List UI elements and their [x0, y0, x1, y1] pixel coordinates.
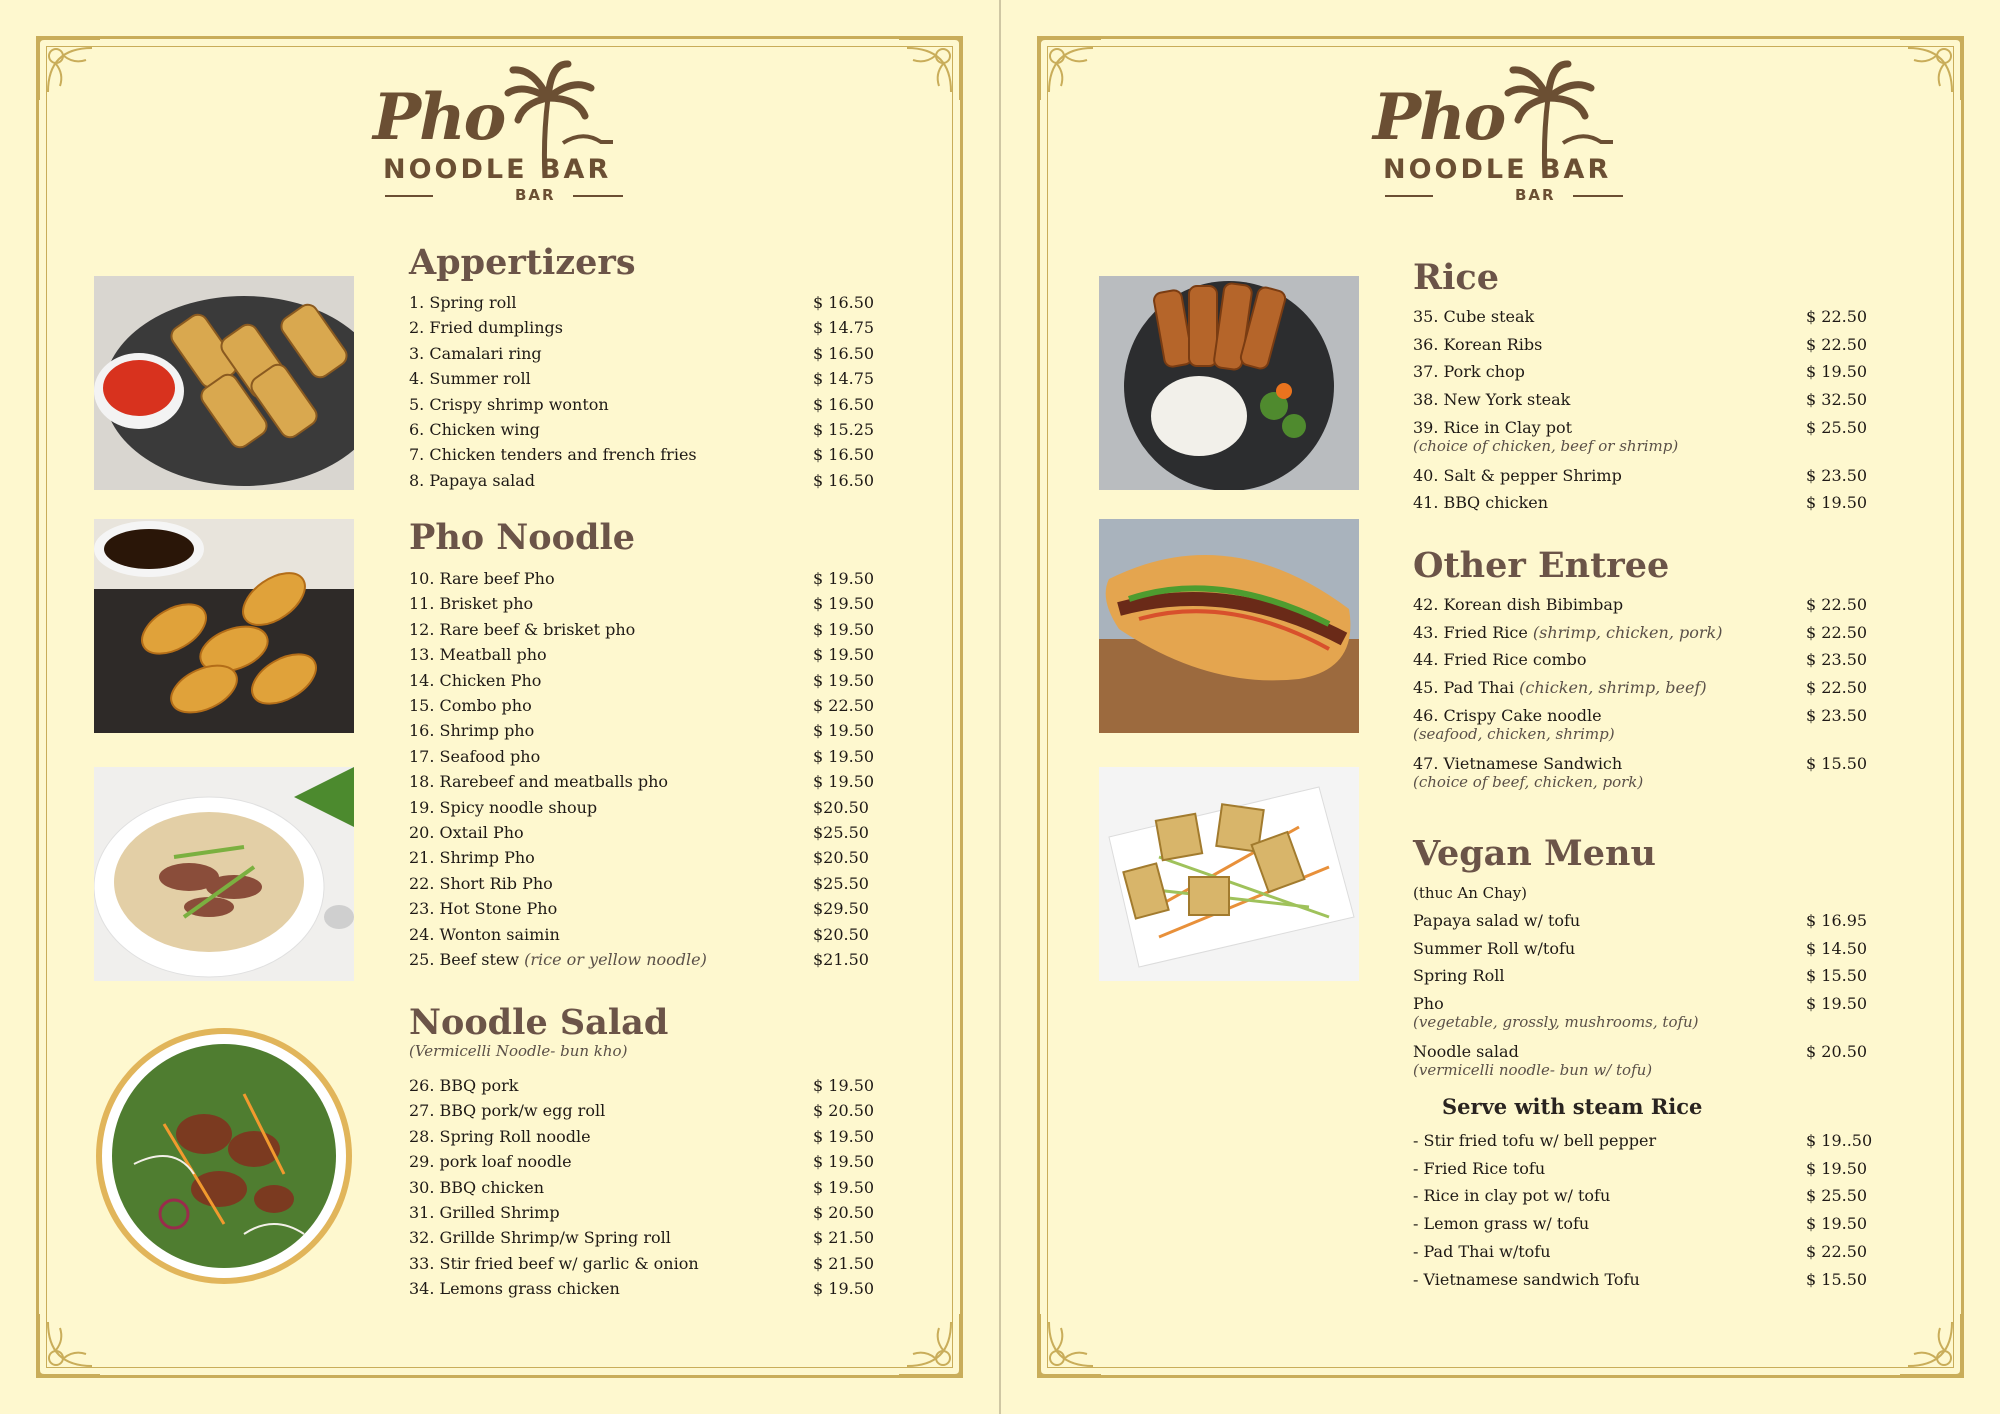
menu-item	[409, 293, 889, 315]
menu-item-label: 29. pork loaf noodle	[409, 1152, 572, 1172]
menu-item-name	[409, 620, 635, 639]
menu-item	[409, 594, 889, 616]
menu-item-price: $ 15.50	[1806, 753, 1868, 773]
menu-item-name	[409, 569, 555, 588]
menu-item-price: $ 16.50	[813, 445, 875, 465]
menu-item-label: 7. Chicken tenders and french fries	[409, 445, 697, 465]
menu-item	[409, 696, 889, 718]
menu-item-label: 23. Hot Stone Pho	[409, 899, 558, 919]
menu-item-price: $ 19.50	[1806, 1214, 1868, 1234]
menu-item	[409, 1228, 889, 1250]
menu-item	[1413, 595, 1873, 617]
menu-item-label: 36. Korean Ribs	[1413, 334, 1543, 354]
menu-item-label: 35. Cube steak	[1413, 307, 1535, 326]
menu-item	[1413, 911, 1873, 933]
menu-item-name	[1413, 307, 1534, 326]
menu-item-price: $ 19.50	[813, 721, 875, 741]
menu-item-label: 40. Salt & pepper Shrimp	[1413, 465, 1622, 485]
menu-item	[1413, 706, 1873, 748]
pho-bowl-photo	[94, 767, 354, 981]
menu-item	[1413, 966, 1873, 988]
menu-item-note: (chicken, shrimp, beef)	[1519, 678, 1707, 698]
menu-item	[409, 369, 889, 391]
menu-item	[409, 1152, 889, 1174]
menu-item-label: - Lemon grass w/ tofu	[1413, 1214, 1590, 1234]
menu-item-name	[409, 293, 516, 312]
menu-item-price: $ 22.50	[1806, 334, 1868, 354]
menu-item-name	[409, 344, 542, 363]
brand-tagline: NOODLE BAR	[383, 154, 612, 185]
menu-item-label: 30. BBQ chicken	[409, 1177, 545, 1197]
menu-item-price: $ 16.50	[813, 343, 875, 363]
menu-item-name	[1413, 362, 1525, 381]
menu-item-name	[409, 420, 540, 439]
menu-item	[1413, 939, 1873, 961]
menu-item-label: - Vietnamese sandwich Tofu	[1413, 1269, 1640, 1289]
menu-item-name	[409, 925, 560, 944]
brand-tagline: NOODLE BAR	[1383, 154, 1612, 185]
menu-item-price: $ 23.50	[1806, 650, 1868, 670]
menu-item	[409, 1254, 889, 1276]
menu-item-label: 47. Vietnamese Sandwich	[1413, 753, 1623, 773]
menu-item-label: 44. Fried Rice combo	[1413, 650, 1587, 670]
menu-item-description: (choice of chicken, beef or shrimp)	[1413, 436, 1679, 455]
menu-item-label: 2. Fried dumplings	[409, 318, 563, 338]
menu-item-price: $ 25.50	[1806, 1186, 1868, 1206]
menu-item-label: 12. Rare beef & brisket pho	[409, 619, 636, 639]
menu-item-description: (choice of beef, chicken, pork)	[1413, 772, 1644, 791]
menu-item	[1413, 1214, 1873, 1236]
menu-page-right	[1001, 0, 2000, 1414]
menu-item-name	[409, 1203, 560, 1222]
menu-item-price: $ 20.50	[813, 1203, 875, 1222]
menu-item	[409, 848, 889, 870]
menu-item-name	[409, 645, 547, 664]
menu-item	[409, 569, 889, 591]
menu-item-name	[409, 1076, 518, 1095]
menu-item-label: 16. Shrimp pho	[409, 721, 535, 741]
menu-item	[1413, 1131, 1873, 1153]
menu-item-price: $ 19.50	[813, 594, 875, 614]
menu-item	[409, 471, 889, 493]
menu-item-name	[409, 1178, 544, 1197]
menu-item-price: $ 14.75	[813, 369, 875, 389]
menu-item-label: 38. New York steak	[1413, 390, 1571, 410]
menu-item	[409, 620, 889, 642]
papaya-salad-tofu-photo	[1099, 767, 1359, 981]
menu-item-name	[1413, 678, 1707, 697]
menu-item-name	[409, 318, 563, 337]
menu-item-price: $ 22.50	[1806, 307, 1868, 326]
menu-item-note: (rice or yellow noodle)	[524, 950, 707, 969]
menu-item-label: 10. Rare beef Pho	[409, 569, 555, 588]
menu-item-name	[409, 823, 524, 842]
menu-item	[409, 1076, 889, 1098]
menu-item	[1413, 623, 1873, 645]
menu-item	[409, 772, 889, 794]
menu-item-label: - Fried Rice tofu	[1413, 1158, 1546, 1178]
menu-item-name	[409, 445, 697, 464]
brand-logo	[373, 58, 633, 208]
noodle-salad-subtitle: (Vermicelli Noodle- bun kho)	[409, 1042, 628, 1060]
menu-item-price: $ 16.95	[1806, 911, 1868, 930]
ornament-corner-icon	[895, 34, 965, 104]
menu-item	[1413, 1242, 1873, 1264]
menu-item-price: $ 19.50	[1806, 1158, 1868, 1178]
menu-item	[1413, 1042, 1873, 1084]
menu-item	[409, 1203, 889, 1225]
menu-item-label: 18. Rarebeef and meatballs pho	[409, 772, 669, 792]
menu-item	[1413, 1186, 1873, 1208]
menu-item-name	[409, 1279, 620, 1298]
menu-page-left	[0, 0, 999, 1414]
menu-item-label: 34. Lemons grass chicken	[409, 1279, 620, 1299]
menu-item	[1413, 754, 1873, 796]
menu-item-label: 37. Pork chop	[1413, 362, 1525, 382]
menu-item	[409, 1127, 889, 1149]
menu-item-price: $25.50	[813, 873, 869, 893]
menu-item-name	[1413, 966, 1505, 985]
banh-mi-sandwich-photo	[1099, 519, 1359, 733]
menu-item-name	[1413, 595, 1623, 614]
menu-item-name	[409, 471, 535, 490]
menu-item-description: (seafood, chicken, shrimp)	[1413, 724, 1615, 743]
menu-item-name	[1413, 1186, 1610, 1205]
menu-item-label: 46. Crispy Cake noodle	[1413, 705, 1602, 725]
menu-item-name	[409, 798, 597, 817]
menu-item-price: $ 16.50	[813, 470, 875, 490]
menu-item	[1413, 650, 1873, 672]
menu-item-label: 20. Oxtail Pho	[409, 823, 524, 842]
menu-item	[409, 420, 889, 442]
menu-item-name	[409, 1127, 591, 1146]
menu-item-label: 11. Brisket pho	[409, 594, 534, 614]
menu-item	[1413, 1159, 1873, 1181]
menu-item-name	[409, 696, 532, 715]
menu-item-name	[1413, 623, 1722, 642]
menu-item-label: 4. Summer roll	[409, 369, 531, 389]
menu-item	[1413, 994, 1873, 1036]
menu-item-name	[1413, 706, 1602, 725]
menu-item-price: $ 22.50	[1806, 1241, 1868, 1261]
menu-item-label: 17. Seafood pho	[409, 746, 541, 766]
brand-name: Pho	[1373, 80, 1505, 155]
menu-item-label: 21. Shrimp Pho	[409, 848, 535, 868]
menu-item-name	[1413, 650, 1587, 669]
menu-item-price: $ 19..50	[1806, 1131, 1873, 1150]
menu-item-price: $ 21.50	[813, 1253, 875, 1273]
menu-item	[409, 899, 889, 921]
menu-item-price: $ 25.50	[1806, 417, 1868, 437]
menu-item-name	[409, 874, 553, 893]
menu-item-label: 6. Chicken wing	[409, 420, 540, 439]
menu-item	[409, 645, 889, 667]
menu-item-price: $ 19.50	[813, 772, 875, 792]
menu-item-name	[1413, 1042, 1519, 1061]
menu-item-label: Papaya salad w/ tofu	[1413, 911, 1581, 930]
menu-item	[409, 1101, 889, 1123]
section-title-noodle-salad: Noodle Salad	[409, 1002, 669, 1043]
menu-item-name	[1413, 1270, 1640, 1289]
menu-item-name	[409, 671, 541, 690]
menu-item-price: $ 19.50	[813, 670, 875, 690]
menu-item-label: 25. Beef stew	[409, 950, 520, 969]
menu-item-label: 15. Combo pho	[409, 696, 532, 715]
menu-item-label: 13. Meatball pho	[409, 645, 547, 665]
menu-item-price: $ 16.50	[813, 293, 875, 312]
menu-item	[409, 798, 889, 820]
menu-item-name	[409, 1101, 605, 1120]
brand-logo	[1373, 58, 1633, 208]
menu-item-label: 31. Grilled Shrimp	[409, 1203, 560, 1222]
menu-item-name	[1413, 994, 1444, 1013]
menu-item-price: $25.50	[813, 823, 869, 842]
menu-item	[409, 445, 889, 467]
menu-item	[1413, 1270, 1873, 1292]
menu-item-name	[409, 1254, 699, 1273]
menu-item-price: $ 21.50	[813, 1228, 875, 1248]
menu-item-name	[1413, 390, 1570, 409]
menu-item	[409, 747, 889, 769]
menu-item-name	[409, 747, 540, 766]
menu-item-price: $21.50	[813, 950, 869, 969]
noodle-salad-photo	[94, 1024, 354, 1288]
menu-item-name	[1413, 1214, 1589, 1233]
menu-item	[409, 344, 889, 366]
menu-item-description: (vermicelli noodle- bun w/ tofu)	[1413, 1060, 1653, 1079]
menu-item-price: $ 22.50	[813, 696, 875, 715]
brand-tagline-2: BAR	[1515, 186, 1556, 204]
menu-item-price: $ 14.75	[813, 318, 875, 338]
menu-item	[1413, 678, 1873, 700]
menu-item-price: $ 23.50	[1806, 465, 1868, 485]
menu-item-name	[1413, 939, 1575, 958]
menu-item-price: $ 19.50	[813, 1076, 875, 1095]
menu-item-price: $ 19.50	[813, 1126, 875, 1146]
menu-item-price: $20.50	[813, 924, 869, 944]
menu-item	[409, 721, 889, 743]
menu-item-price: $ 15.25	[813, 420, 875, 439]
menu-item-price: $29.50	[813, 899, 869, 919]
menu-item-label: Summer Roll w/tofu	[1413, 938, 1576, 958]
menu-item-price: $ 15.50	[1806, 1269, 1868, 1289]
menu-item-name	[1413, 466, 1622, 485]
cube-steak-plate-photo	[1099, 276, 1359, 490]
menu-item-price: $ 19.50	[813, 645, 875, 665]
menu-item	[1413, 418, 1873, 460]
menu-item-name	[1413, 1242, 1551, 1261]
menu-item-label: 1. Spring roll	[409, 293, 517, 312]
menu-item-label: 22. Short Rib Pho	[409, 873, 553, 893]
menu-item-price: $ 19.50	[813, 569, 875, 588]
menu-item-name	[409, 950, 707, 969]
menu-item-label: 33. Stir fried beef w/ garlic & onion	[409, 1253, 699, 1273]
menu-item-name	[409, 772, 668, 791]
menu-item-label: 27. BBQ pork/w egg roll	[409, 1101, 606, 1121]
section-title-vegan-menu: Vegan Menu	[1413, 833, 1656, 874]
menu-item-price: $ 22.50	[1806, 678, 1868, 698]
menu-item-description: (vegetable, grossly, mushrooms, tofu)	[1413, 1013, 1699, 1032]
menu-item-label: - Pad Thai w/tofu	[1413, 1241, 1551, 1261]
section-title-rice: Rice	[1413, 257, 1499, 298]
menu-item-price: $ 20.50	[1806, 1041, 1868, 1061]
menu-item-price: $ 16.50	[813, 394, 875, 414]
menu-item-name	[409, 1228, 671, 1247]
menu-item-price: $ 23.50	[1806, 705, 1868, 725]
steam-rice-heading: Serve with steam Rice	[1442, 1094, 1703, 1119]
menu-item-price: $20.50	[813, 848, 869, 868]
menu-item-price: $ 19.50	[1806, 994, 1868, 1014]
menu-item-price: $ 22.50	[1806, 622, 1868, 642]
menu-item-name	[1413, 335, 1542, 354]
menu-item	[1413, 390, 1873, 412]
menu-item	[1413, 362, 1873, 384]
menu-item-name	[1413, 418, 1572, 437]
menu-item-name	[1413, 1131, 1656, 1150]
menu-item-price: $ 15.50	[1806, 966, 1868, 986]
menu-item-label: 28. Spring Roll noodle	[409, 1126, 591, 1146]
menu-item	[409, 395, 889, 417]
ornament-corner-icon	[34, 1310, 104, 1380]
menu-item-label: 32. Grillde Shrimp/w Spring roll	[409, 1228, 671, 1248]
menu-item	[1413, 493, 1873, 515]
ornament-corner-icon	[34, 34, 104, 104]
menu-item-label: - Stir fried tofu w/ bell pepper	[1413, 1131, 1657, 1150]
menu-item-price: $ 19.50	[813, 1279, 875, 1299]
ornament-corner-icon	[1896, 1310, 1966, 1380]
menu-item-label: Spring Roll	[1413, 966, 1505, 986]
menu-item	[409, 925, 889, 947]
menu-item-label: Pho	[1413, 994, 1444, 1014]
menu-item-label: - Rice in clay pot w/ tofu	[1413, 1186, 1611, 1206]
section-title-other-entree: Other Entree	[1413, 545, 1670, 586]
menu-item	[409, 1178, 889, 1200]
menu-item	[409, 671, 889, 693]
menu-item-price: $ 19.50	[813, 1152, 875, 1172]
menu-item-label: 26. BBQ pork	[409, 1076, 519, 1095]
menu-item-price: $ 19.50	[813, 619, 875, 639]
menu-item-label: 14. Chicken Pho	[409, 670, 542, 690]
menu-item	[409, 874, 889, 896]
ornament-corner-icon	[1035, 34, 1105, 104]
spring-roll-photo	[94, 276, 354, 490]
brand-tagline-2: BAR	[515, 186, 556, 204]
menu-item-label: Noodle salad	[1413, 1041, 1519, 1061]
menu-item	[1413, 466, 1873, 488]
menu-item-name	[409, 1152, 572, 1171]
menu-item-name	[409, 721, 534, 740]
menu-item-label: 5. Crispy shrimp wonton	[409, 394, 609, 414]
menu-item-price: $ 19.50	[813, 746, 875, 766]
menu-item-label: 8. Papaya salad	[409, 470, 536, 490]
menu-item-label: 3. Camalari ring	[409, 343, 542, 363]
menu-item-label: 45. Pad Thai	[1413, 678, 1515, 698]
section-title-appetizers: Appertizers	[409, 242, 636, 283]
menu-item-name	[1413, 1159, 1545, 1178]
menu-item-name	[1413, 754, 1622, 773]
menu-item-label: 19. Spicy noodle shoup	[409, 797, 598, 817]
menu-item-name	[1413, 911, 1580, 930]
menu-item-price: $ 19.50	[1806, 362, 1868, 382]
menu-item-price: $ 19.50	[1806, 493, 1868, 513]
ornament-corner-icon	[895, 1310, 965, 1380]
vegan-subtitle: (thuc An Chay)	[1413, 884, 1528, 902]
menu-item	[409, 950, 889, 972]
menu-item-label: 42. Korean dish Bibimbap	[1413, 595, 1624, 614]
menu-item-name	[1413, 493, 1548, 512]
menu-item-name	[409, 594, 533, 613]
menu-item-label: 41. BBQ chicken	[1413, 493, 1549, 513]
menu-item	[409, 823, 889, 845]
section-title-pho-noodle: Pho Noodle	[409, 517, 636, 558]
menu-item-name	[409, 369, 531, 388]
menu-item-price: $ 14.50	[1806, 938, 1868, 958]
menu-item-label: 43. Fried Rice	[1413, 622, 1528, 642]
menu-item-price: $ 20.50	[813, 1101, 875, 1121]
menu-item-price: $ 32.50	[1806, 390, 1868, 410]
menu-item	[1413, 307, 1873, 329]
menu-item-label: 24. Wonton saimin	[409, 924, 560, 944]
menu-item	[409, 318, 889, 340]
menu-item-label: 39. Rice in Clay pot	[1413, 417, 1573, 437]
menu-item-name	[409, 395, 609, 414]
menu-item-name	[409, 899, 557, 918]
menu-item-price: $ 19.50	[813, 1177, 875, 1197]
ornament-corner-icon	[1035, 1310, 1105, 1380]
menu-item	[1413, 335, 1873, 357]
menu-item-name	[409, 848, 535, 867]
menu-item-price: $ 22.50	[1806, 595, 1868, 614]
ornament-corner-icon	[1896, 34, 1966, 104]
menu-item-price: $20.50	[813, 797, 869, 817]
brand-name: Pho	[373, 80, 505, 155]
fried-shrimp-photo	[94, 519, 354, 733]
menu-item-note: (shrimp, chicken, pork)	[1532, 622, 1723, 642]
menu-item	[409, 1279, 889, 1301]
